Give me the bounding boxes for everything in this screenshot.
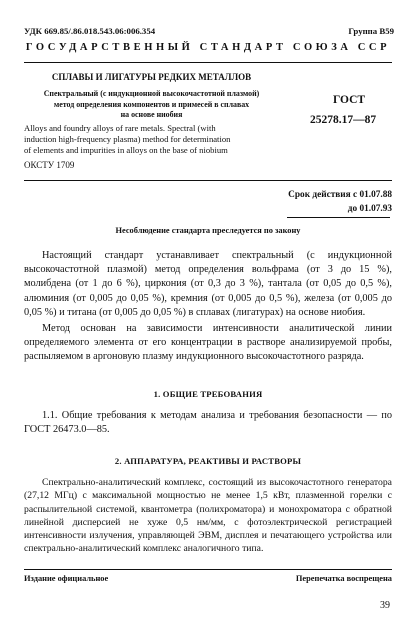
legal-notice: Несоблюдение стандарта преследуется по закону [115,226,301,235]
footer-rule [24,569,392,570]
footer-official-edition: Издание официальное [24,574,109,583]
state-standard-banner: ГОСУДАРСТВЕННЫЙ СТАНДАРТ СОЮЗА ССР [25,42,391,53]
section-1-heading: 1. ОБЩИЕ ТРЕБОВАНИЯ [153,389,263,399]
title-en [24,123,284,155]
title-block-rule [24,180,392,181]
validity-underline [287,217,390,218]
intro-paragraph-2: Метод основан на зависимости интенсивности аналитической линии определяемого элемента от его концентрации в растворе анализируемой пробы, распыляемом в аргоновую плазму индукционного высокочастотного разряда. [24,323,392,363]
section-2-paragraph-1: Спектрально-аналитический комплекс, состоящий из высокочастотного генератора (27,12 МГц) с максимальной мощностью не менее 1,5 кВт, плазменной горелки с распылительной системой, квантометра (полихроматора) и монохроматора с обратной линейной дисперсией не хуже 0,5 нм/мм, с фотоэлектрической регистрацией интенсивности излучения, управляющей ЭВМ, дисплея и печатающего устройства или спектрально-аналитический комплекс аналогичного типа. [24,477,392,555]
title-main: СПЛАВЫ И ЛИГАТУРЫ РЕДКИХ МЕТАЛЛОВ [51,72,252,82]
section-2-text [24,476,392,556]
section-1-text [24,409,392,437]
validity-from: Срок действия с 01.07.88 [288,190,392,200]
title-ru-line2: метод определения компонентов и примесей в сплавах [53,99,250,109]
title-en-line1: Alloys and foundry alloys of rare metals. Spectral (with [24,123,216,133]
page-number: 39 [380,600,390,611]
footer-reprint-prohibited: Перепечатка воспрещена [295,574,392,583]
banner-rule [24,62,392,63]
gost-number: 25278.17—87 [309,114,377,126]
validity-to: до 01.07.93 [347,204,392,214]
title-ru [24,89,279,121]
udk-code: УДК 669.85/.86.018.543.06:006.354 [24,26,156,36]
title-ru-line1: Спектральный (с индукционной высокочастотной плазмой) [43,89,260,98]
title-ru-line3: на основе ниобия [120,110,183,120]
section-1-paragraph-1: 1.1. Общие требования к методам анализа и требования безопасности — по ГОСТ 26473.0—85. [24,410,392,436]
intro-paragraph-1: Настоящий стандарт устанавливает спектральный (с индукционной высокочастотной плазмой) метод определения вольфрама (от 3 до 15 %), молибдена (от 1 до 6 %), циркония (от 0,3 до 3 %), тантала (от 0,05 до 0,5 %), алюминия (от 0,005 до 0,05 %), кремния (от 0,005 до 0,5 %), железа (от 0,005 до 0,05 %) и титана (от 0,005 до 0,05 %) в сплавах (лигатурах) на основе ниобия. [24,250,392,318]
group-code: Группа В59 [348,26,394,36]
title-en-line3: of elements and impurities in alloys on the base of niobium [24,144,228,155]
title-en-line2: induction high-frequency plasma) method for determination [24,133,231,144]
section-2-heading: 2. АППАРАТУРА, РЕАКТИВЫ И РАСТВОРЫ [114,456,302,466]
okstu-code: ОКСТУ 1709 [24,160,75,170]
gost-label: ГОСТ [332,94,366,106]
intro-text [24,249,392,365]
